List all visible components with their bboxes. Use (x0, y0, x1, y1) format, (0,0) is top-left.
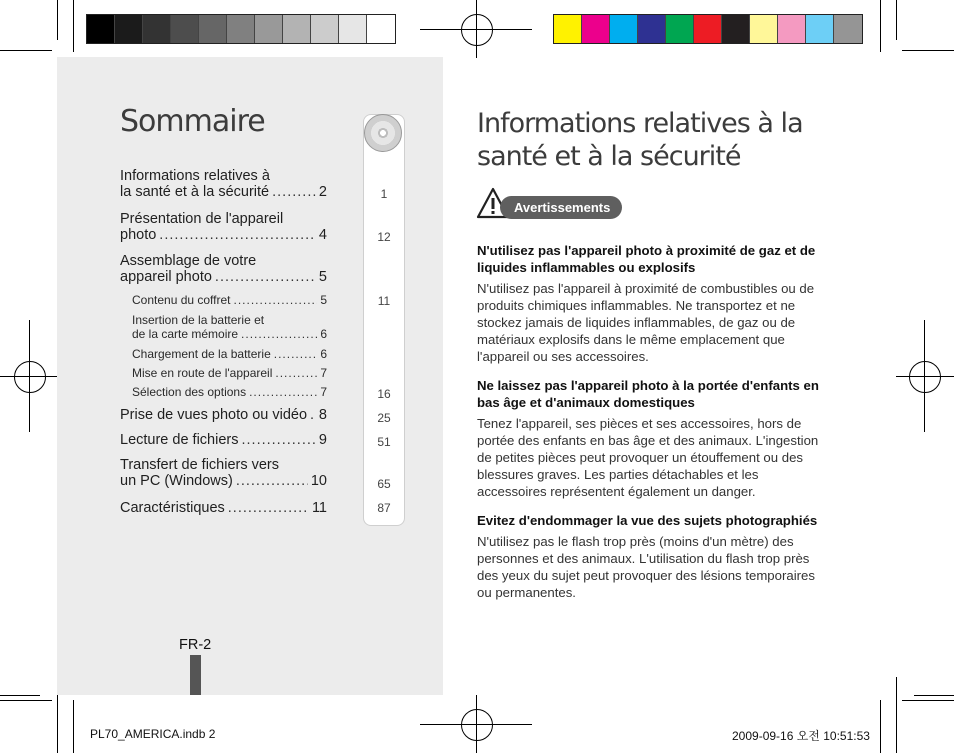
page-marker-bar (190, 655, 201, 695)
color-swatch (87, 15, 115, 43)
toc-page-number: 2 (318, 184, 327, 200)
color-swatch (255, 15, 283, 43)
color-swatch (311, 15, 339, 43)
cmyk-color-bar (553, 14, 863, 44)
toc-entry-label: de la carte mémoire (132, 327, 239, 341)
toc-entry[interactable] (120, 168, 327, 200)
crop-mark (896, 677, 897, 753)
color-swatch (367, 15, 395, 43)
section-heading: Ne laissez pas l'appareil photo à la portée d'enfants en bas âge et d'animaux domestiques (477, 378, 819, 410)
color-swatch (171, 15, 199, 43)
toc-entry[interactable] (120, 457, 327, 489)
crop-mark (914, 695, 954, 696)
crop-mark (73, 700, 74, 753)
registration-target-icon (461, 709, 493, 741)
grayscale-color-bar (86, 14, 396, 44)
toc-entry-label: appareil photo (120, 269, 212, 285)
color-swatch (582, 15, 610, 43)
crop-mark (896, 0, 897, 40)
toc-leader-dots (236, 473, 308, 489)
crop-mark (0, 700, 52, 701)
toc-entry[interactable] (132, 313, 327, 341)
chapter-tab-number[interactable]: 65 (377, 477, 391, 491)
chapter-tab-number[interactable]: 1 (380, 187, 388, 201)
color-swatch (554, 15, 582, 43)
toc-page-number: 6 (320, 347, 327, 361)
toc-leader-dots (310, 407, 316, 423)
crop-mark (902, 50, 954, 51)
crop-mark (57, 0, 58, 40)
file-info: PL70_AMERICA.indb 2 (90, 727, 216, 741)
toc-entry[interactable] (120, 253, 327, 285)
crop-mark (924, 320, 925, 432)
registration-target-icon (14, 361, 46, 393)
toc-entry-label: la santé et à la sécurité (120, 184, 270, 200)
page-number: FR-2 (179, 637, 212, 653)
toc-page-number: 4 (318, 227, 327, 243)
toc-page-number: 8 (318, 407, 327, 423)
disc-icon (364, 114, 402, 152)
section-body: Tenez l'appareil, ses pièces et ses accessoires, hors de portée des enfants en bas âge et des animaux. L'ingestion de petites pièces peut provoquer un étouffement ou des blessures graves. Les parties détachables et les accessoires représentent également un danger. (477, 416, 819, 499)
registration-target-icon (909, 361, 941, 393)
color-swatch (834, 15, 862, 43)
toc-leader-dots (274, 347, 318, 361)
crop-mark (0, 50, 52, 51)
crop-mark (29, 320, 30, 432)
color-swatch (806, 15, 834, 43)
toc-entry-label: Caractéristiques (120, 500, 225, 516)
color-swatch (227, 15, 255, 43)
toc-entry[interactable] (132, 366, 327, 380)
color-swatch (666, 15, 694, 43)
color-swatch (610, 15, 638, 43)
toc-entry-label: Contenu du coffret (132, 293, 231, 307)
chapter-tab-number[interactable]: 12 (377, 230, 391, 244)
toc-page-number: 11 (311, 500, 327, 516)
section-title-line: santé et à la sécurité (477, 141, 741, 172)
toc-entry[interactable] (132, 385, 327, 399)
toc-entry-label: Sélection des options (132, 385, 247, 399)
toc-entry[interactable] (120, 211, 327, 243)
section-heading: Evitez d'endommager la vue des sujets photographiés (477, 513, 818, 528)
toc-page-number: 6 (320, 327, 327, 341)
color-swatch (722, 15, 750, 43)
color-swatch (638, 15, 666, 43)
toc-entry-label: Insertion de la batterie et (132, 313, 265, 327)
toc-page-number: 10 (310, 473, 327, 489)
toc-entry[interactable] (132, 347, 327, 361)
toc-leader-dots (241, 432, 315, 448)
toc-entry-label: Assemblage de votre (120, 253, 257, 269)
toc-entry-label: photo (120, 227, 157, 243)
crop-mark (0, 695, 40, 696)
print-timestamp: 2009-09-16 오전 10:51:53 (732, 729, 870, 743)
toc-entry[interactable] (120, 432, 327, 448)
toc-leader-dots (249, 385, 317, 399)
section-heading: N'utilisez pas l'appareil photo à proximité de gaz et de liquides inflammables ou explosifs (477, 243, 816, 275)
color-swatch (750, 15, 778, 43)
crop-mark (73, 0, 74, 52)
section-body: N'utilisez pas le flash trop près (moins d'un mètre) des personnes et des animaux. L'utilisation du flash trop près des yeux du sujet peut provoquer des lésions temporaires ou permanentes. (477, 534, 815, 600)
toc-leader-dots (215, 269, 316, 285)
section-title-line: Informations relatives à la (477, 108, 803, 139)
crop-mark (880, 700, 881, 753)
crop-mark (896, 376, 954, 377)
chapter-tab-number[interactable]: 16 (377, 387, 391, 401)
color-swatch (115, 15, 143, 43)
toc-page-number: 7 (320, 366, 327, 380)
toc-leader-dots (228, 500, 309, 516)
crop-mark (420, 29, 532, 30)
toc-leader-dots (241, 327, 317, 341)
warning-label: Avertissements (500, 196, 622, 219)
chapter-tab-strip (363, 114, 405, 526)
toc-page-number: 5 (318, 269, 327, 285)
toc-entry-label: Chargement de la batterie (132, 347, 271, 361)
toc-entry-label: Lecture de fichiers (120, 432, 239, 448)
toc-entry[interactable] (120, 500, 327, 516)
crop-mark (880, 0, 881, 52)
toc-leader-dots (159, 227, 316, 243)
chapter-tab-number[interactable]: 87 (377, 501, 391, 515)
toc-entry-label: Transfert de fichiers vers (120, 457, 280, 473)
section-title (477, 107, 837, 173)
toc-entry-label: Informations relatives à (120, 168, 270, 184)
color-swatch (143, 15, 171, 43)
chapter-tab-number[interactable]: 25 (377, 411, 391, 425)
color-swatch (199, 15, 227, 43)
crop-mark (420, 724, 532, 725)
toc-entry-label: Prise de vues photo ou vidéo (120, 407, 308, 423)
toc-leader-dots (234, 293, 318, 307)
toc-leader-dots (272, 184, 316, 200)
toc-leader-dots (275, 366, 317, 380)
toc-entry[interactable] (132, 293, 327, 307)
page-title: Sommaire (120, 104, 265, 139)
toc-page-number: 5 (320, 293, 327, 307)
color-swatch (339, 15, 367, 43)
toc-entry-label: Présentation de l'appareil (120, 211, 284, 227)
color-swatch (283, 15, 311, 43)
toc-page-number: 7 (320, 385, 327, 399)
toc-page-number: 9 (318, 432, 327, 448)
section-body: N'utilisez pas l'appareil à proximité de combustibles ou de produits chimiques inflammables. Ne transportez et ne stockez jamais de liquides inflammables, de gaz ou de matériaux explosifs dans le même emplacement que l'appareil ou ses accessoires. (477, 281, 815, 364)
color-swatch (778, 15, 806, 43)
toc-entry-label: un PC (Windows) (120, 473, 233, 489)
color-swatch (694, 15, 722, 43)
chapter-tab-number[interactable]: 11 (377, 294, 391, 308)
toc-entry-label: Mise en route de l'appareil (132, 366, 273, 380)
crop-mark (902, 700, 954, 701)
registration-target-icon (461, 14, 493, 46)
chapter-tab-number[interactable]: 51 (377, 435, 391, 449)
toc-entry[interactable] (120, 407, 327, 423)
